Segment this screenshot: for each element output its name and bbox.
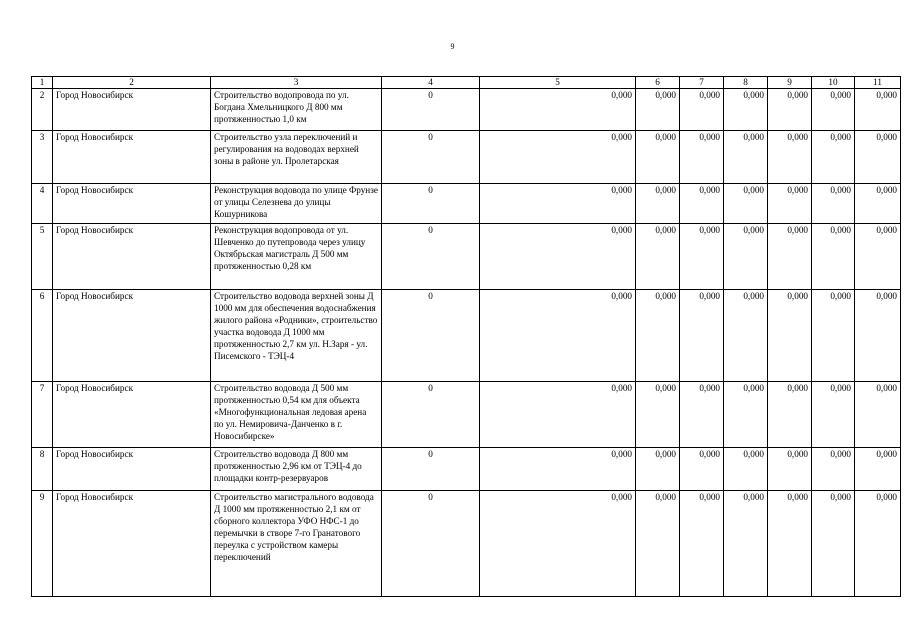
row-col6: 0,000 xyxy=(636,131,680,184)
row-col7: 0,000 xyxy=(680,448,724,491)
data-table xyxy=(31,76,901,597)
row-col5: 0,000 xyxy=(480,89,636,131)
row-col9: 0,000 xyxy=(768,184,812,224)
table-row xyxy=(32,290,901,382)
row-number: 9 xyxy=(32,491,53,597)
row-number: 8 xyxy=(32,448,53,491)
row-col11: 0,000 xyxy=(855,224,901,290)
row-description: Строительство водовода верхней зоны Д 1000 мм для обеспечения водоснабжения жилого района «Родники», строительство участка водовода Д 1000 мм протяженностью 2,7 км ул. Н.Заря - ул. Писемского - ТЭЦ-4 xyxy=(211,290,382,382)
row-col10: 0,000 xyxy=(812,491,855,597)
row-number: 7 xyxy=(32,382,53,448)
header-cell-4: 4 xyxy=(382,77,480,89)
header-cell-9: 9 xyxy=(768,77,812,89)
row-col4: 0 xyxy=(382,290,480,382)
row-col9: 0,000 xyxy=(768,448,812,491)
row-city: Город Новосибирск xyxy=(53,184,211,224)
row-number: 3 xyxy=(32,131,53,184)
row-col6: 0,000 xyxy=(636,89,680,131)
row-col10: 0,000 xyxy=(812,382,855,448)
row-col11: 0,000 xyxy=(855,89,901,131)
row-col9: 0,000 xyxy=(768,491,812,597)
row-description: Строительство водовода Д 800 мм протяженностью 2,96 км от ТЭЦ-4 до площадки контр-резервуаров xyxy=(211,448,382,491)
row-col4: 0 xyxy=(382,224,480,290)
row-col7: 0,000 xyxy=(680,89,724,131)
row-col4: 0 xyxy=(382,131,480,184)
header-cell-2: 2 xyxy=(53,77,211,89)
page-number: 9 xyxy=(450,42,455,51)
row-description: Реконструкция водовода по улице Фрунзе от улицы Селезнева до улицы Кошурникова xyxy=(211,184,382,224)
row-col4: 0 xyxy=(382,491,480,597)
table-row xyxy=(32,382,901,448)
row-col5: 0,000 xyxy=(480,382,636,448)
row-number: 6 xyxy=(32,290,53,382)
table-row xyxy=(32,491,901,597)
row-col6: 0,000 xyxy=(636,184,680,224)
header-cell-7: 7 xyxy=(680,77,724,89)
row-col7: 0,000 xyxy=(680,131,724,184)
row-col10: 0,000 xyxy=(812,224,855,290)
row-col7: 0,000 xyxy=(680,224,724,290)
row-col4: 0 xyxy=(382,184,480,224)
header-cell-1: 1 xyxy=(32,77,53,89)
row-col9: 0,000 xyxy=(768,131,812,184)
row-col6: 0,000 xyxy=(636,224,680,290)
row-description: Строительство магистрального водовода Д 1000 мм протяженностью 2,1 км от сборного коллектора УФО НФС-1 до перемычки в створе 7-го Гранатового переулка с устройством камеры переключений xyxy=(211,491,382,597)
header-row xyxy=(32,77,901,89)
row-col9: 0,000 xyxy=(768,382,812,448)
header-cell-3: 3 xyxy=(211,77,382,89)
row-col4: 0 xyxy=(382,89,480,131)
row-col8: 0,000 xyxy=(724,89,768,131)
table-row xyxy=(32,131,901,184)
header-cell-10: 10 xyxy=(812,77,855,89)
row-col8: 0,000 xyxy=(724,491,768,597)
row-city: Город Новосибирск xyxy=(53,89,211,131)
row-col4: 0 xyxy=(382,382,480,448)
row-col8: 0,000 xyxy=(724,184,768,224)
header-cell-11: 11 xyxy=(855,77,901,89)
row-number: 2 xyxy=(32,89,53,131)
table-row xyxy=(32,224,901,290)
row-col10: 0,000 xyxy=(812,131,855,184)
row-description: Строительство водопровода по ул. Богдана Хмельницкого Д 800 мм протяженностью 1,0 км xyxy=(211,89,382,131)
row-col6: 0,000 xyxy=(636,290,680,382)
row-col7: 0,000 xyxy=(680,491,724,597)
row-col10: 0,000 xyxy=(812,448,855,491)
row-col11: 0,000 xyxy=(855,382,901,448)
row-city: Город Новосибирск xyxy=(53,491,211,597)
row-col11: 0,000 xyxy=(855,491,901,597)
row-col4: 0 xyxy=(382,448,480,491)
row-col6: 0,000 xyxy=(636,491,680,597)
row-col8: 0,000 xyxy=(724,224,768,290)
row-description: Строительство водовода Д 500 мм протяженностью 0,54 км для объекта «Многофункциональная ледовая арена по ул. Немировича-Данченко в г. Новосибирске» xyxy=(211,382,382,448)
row-city: Город Новосибирск xyxy=(53,131,211,184)
header-cell-5: 5 xyxy=(480,77,636,89)
row-col10: 0,000 xyxy=(812,290,855,382)
row-col5: 0,000 xyxy=(480,491,636,597)
table-row xyxy=(32,448,901,491)
row-col8: 0,000 xyxy=(724,131,768,184)
row-description: Строительство узла переключений и регулирования на водоводах верхней зоны в районе ул. Пролетарская xyxy=(211,131,382,184)
row-col5: 0,000 xyxy=(480,184,636,224)
row-col6: 0,000 xyxy=(636,382,680,448)
row-col7: 0,000 xyxy=(680,382,724,448)
row-col8: 0,000 xyxy=(724,448,768,491)
row-col11: 0,000 xyxy=(855,448,901,491)
row-city: Город Новосибирск xyxy=(53,290,211,382)
header-cell-6: 6 xyxy=(636,77,680,89)
row-col5: 0,000 xyxy=(480,131,636,184)
row-city: Город Новосибирск xyxy=(53,224,211,290)
table-row xyxy=(32,184,901,224)
row-col9: 0,000 xyxy=(768,224,812,290)
row-col8: 0,000 xyxy=(724,290,768,382)
row-col8: 0,000 xyxy=(724,382,768,448)
row-col11: 0,000 xyxy=(855,131,901,184)
row-col10: 0,000 xyxy=(812,89,855,131)
row-col7: 0,000 xyxy=(680,290,724,382)
row-number: 5 xyxy=(32,224,53,290)
row-col5: 0,000 xyxy=(480,224,636,290)
row-city: Город Новосибирск xyxy=(53,382,211,448)
row-description: Реконструкция водопровода от ул. Шевченко до путепровода через улицу Октябрьская магистраль Д 500 мм протяженностью 0,28 км xyxy=(211,224,382,290)
row-number: 4 xyxy=(32,184,53,224)
row-col9: 0,000 xyxy=(768,290,812,382)
table-row xyxy=(32,89,901,131)
row-col7: 0,000 xyxy=(680,184,724,224)
row-col5: 0,000 xyxy=(480,290,636,382)
row-col11: 0,000 xyxy=(855,184,901,224)
row-city: Город Новосибирск xyxy=(53,448,211,491)
header-cell-8: 8 xyxy=(724,77,768,89)
row-col10: 0,000 xyxy=(812,184,855,224)
row-col5: 0,000 xyxy=(480,448,636,491)
row-col9: 0,000 xyxy=(768,89,812,131)
row-col11: 0,000 xyxy=(855,290,901,382)
row-col6: 0,000 xyxy=(636,448,680,491)
